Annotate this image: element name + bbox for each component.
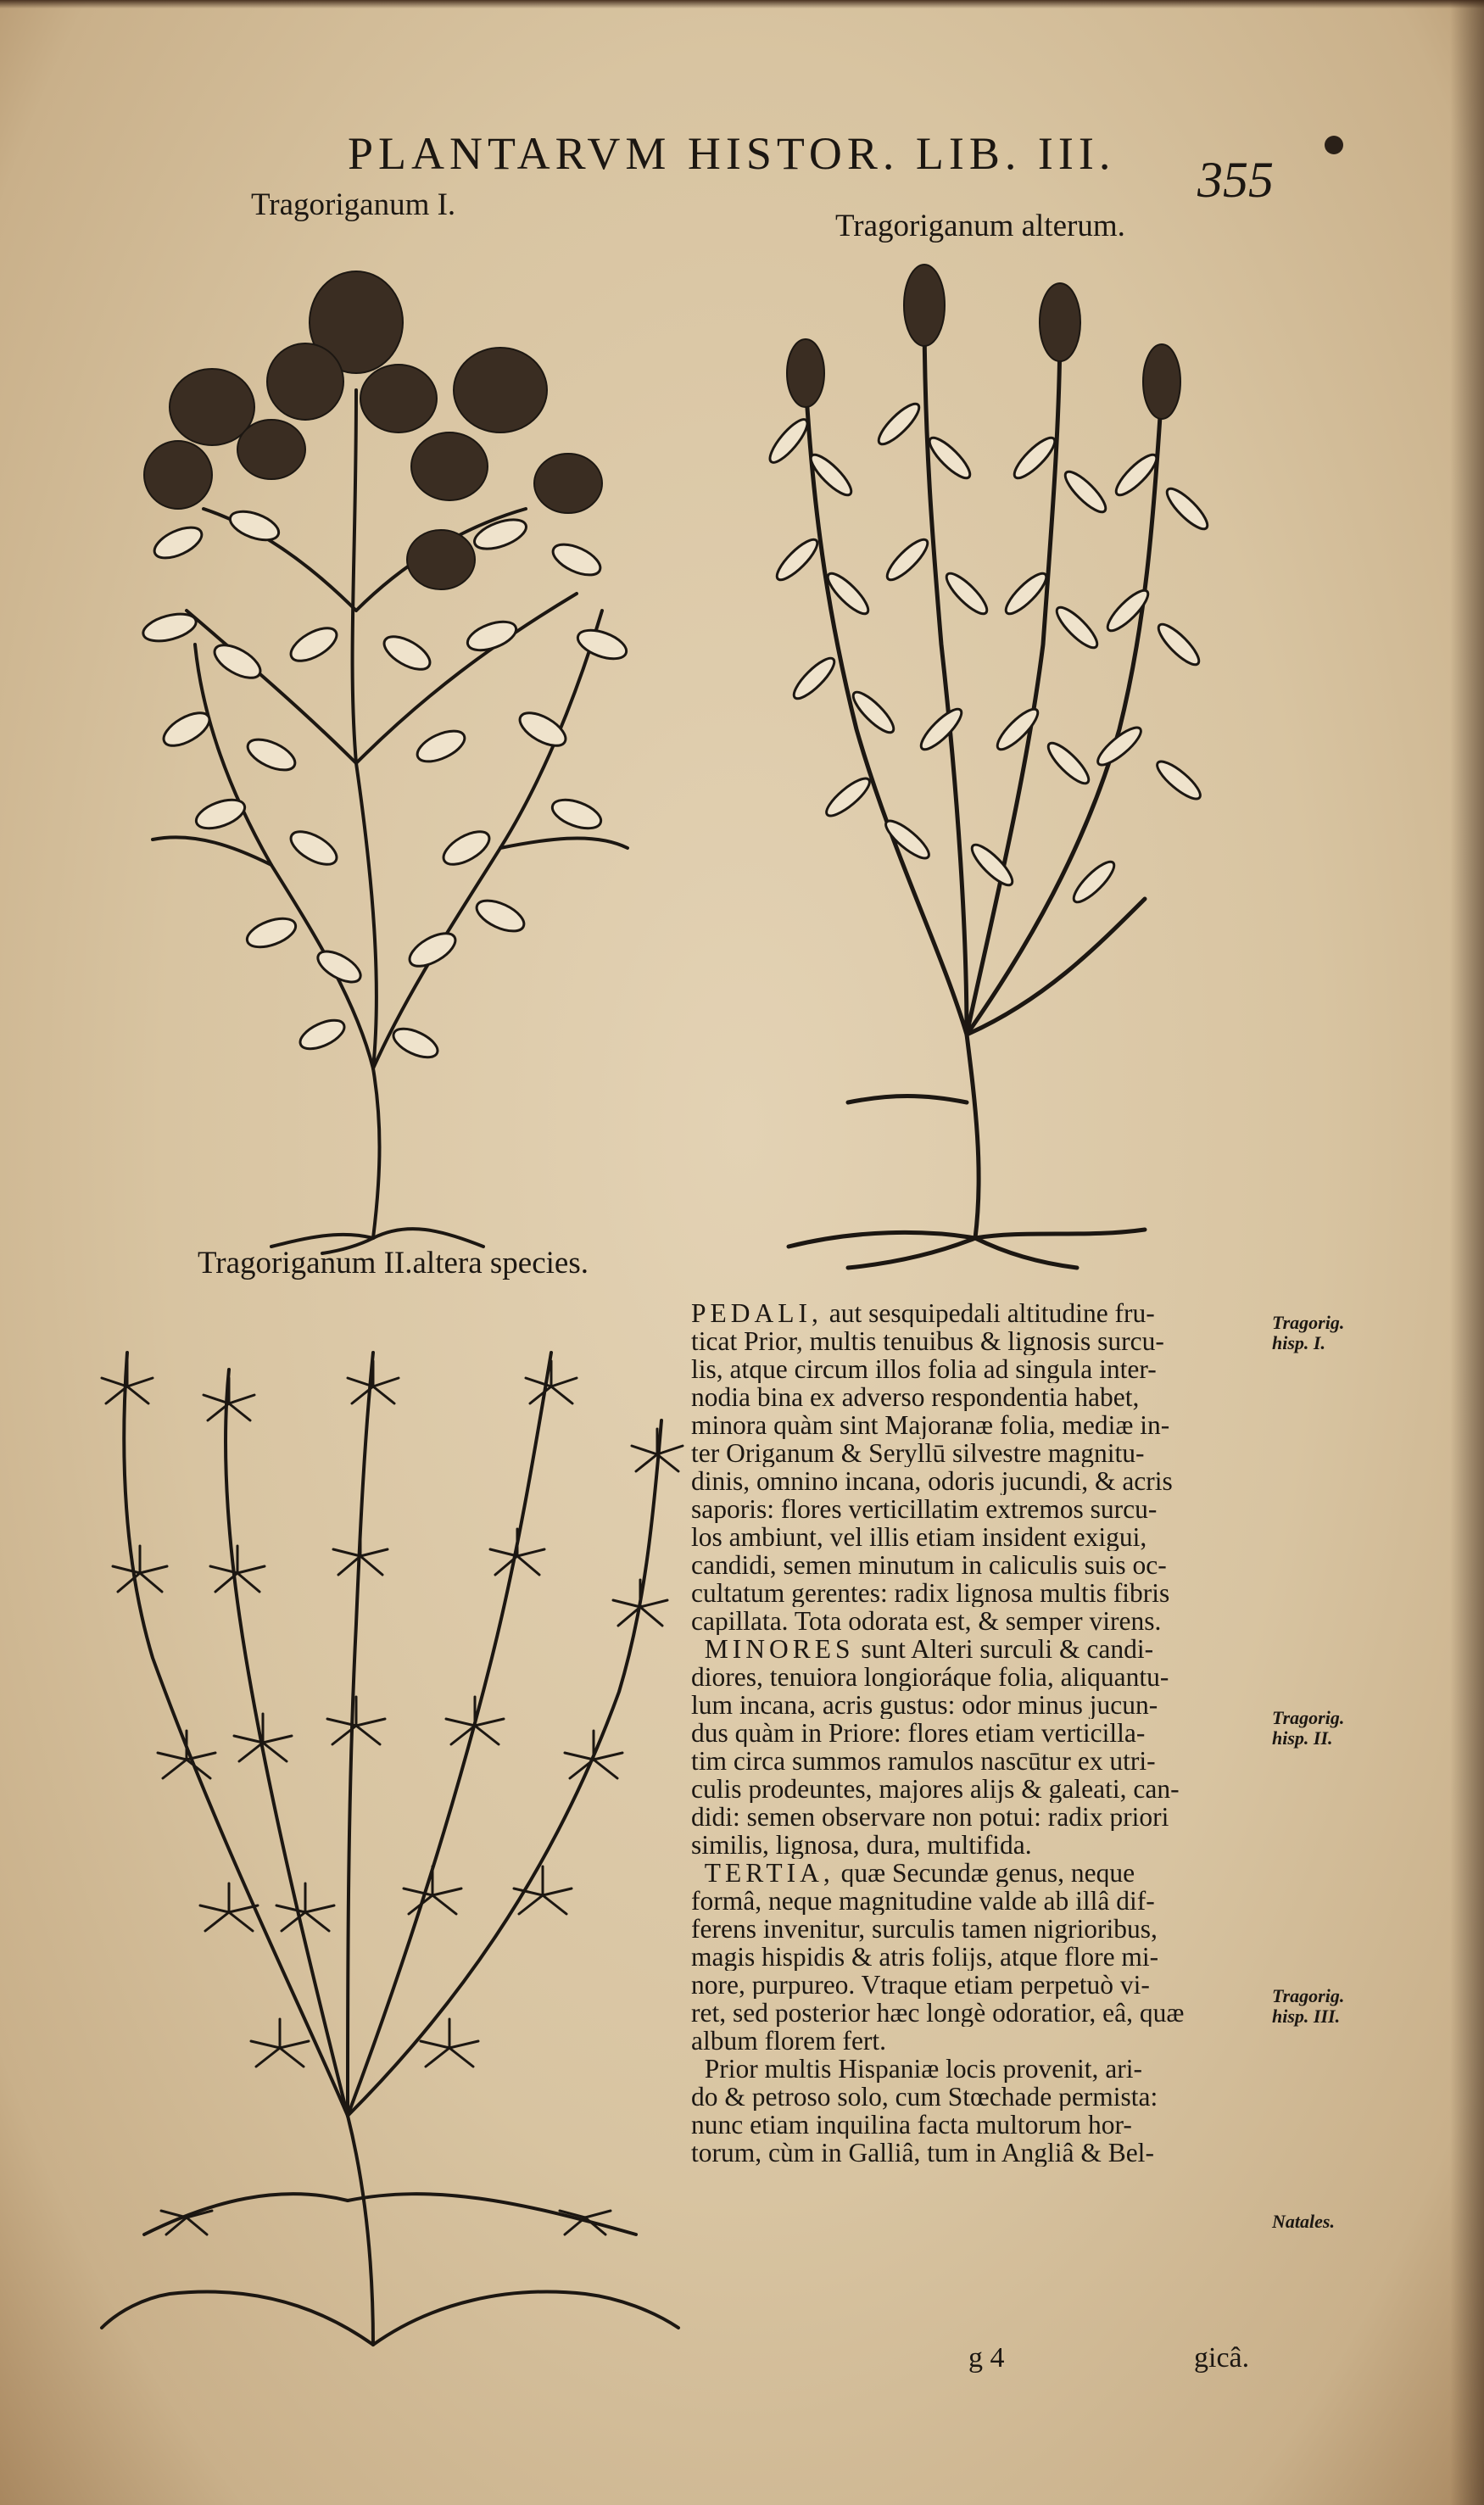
page-top-shadow [0, 0, 1484, 8]
woodcut-tragoriganum-1 [102, 254, 678, 1255]
text-line: lis, atque circum illos folia ad singula inter- [691, 1355, 1157, 1383]
text-line: dus quàm in Priore: flores etiam verticilla- [691, 1719, 1146, 1747]
text-line: nunc etiam inquilina facta multorum hor- [691, 2111, 1132, 2139]
initial-word: MINORES [704, 1635, 855, 1663]
figure-caption-3: Tragoriganum II.altera species. [198, 1246, 589, 1280]
figure-caption-1: Tragoriganum I. [251, 187, 456, 222]
text-line: culis prodeuntes, majores alijs & galeati, can- [691, 1775, 1180, 1803]
text-line: Prior multis Hispaniæ locis provenit, ari- [704, 2055, 1142, 2083]
text-line: formâ, neque magnitudine valde ab illâ dif- [691, 1887, 1155, 1915]
text-line: ter Origanum & Seryllū silvestre magnitu- [691, 1439, 1145, 1467]
page-right-shadow [1450, 0, 1484, 2505]
body-text [691, 1299, 1268, 2167]
text-line: similis, lignosa, dura, multifida. [691, 1831, 1032, 1859]
initial-word: TERTIA, [704, 1859, 834, 1887]
text-line: ticat Prior, multis tenuibus & lignosis surcu- [691, 1327, 1164, 1355]
running-head: PLANTARVM HISTOR. LIB. III. [348, 128, 1116, 179]
text-line: PEDALI, aut sesquipedali altitudine fru- [691, 1299, 1155, 1327]
figure-caption-2: Tragoriganum alterum. [835, 209, 1125, 243]
text-line: ret, sed posterior hæc longè odoratior, eâ, quæ [691, 1999, 1185, 2027]
text-line: didi: semen observare non potui: radix priori [691, 1803, 1169, 1831]
text-line: TERTIA, quæ Secundæ genus, neque [704, 1859, 1135, 1887]
text-line: lum incana, acris gustus: odor minus jucun- [691, 1691, 1158, 1719]
text-line: cultatum gerentes: radix lignosa multis fibris [691, 1579, 1170, 1607]
text-line: capillata. Tota odorata est, & semper virens. [691, 1607, 1162, 1635]
text-line: do & petroso solo, cum Stœchade permista: [691, 2083, 1158, 2111]
text-line: saporis: flores verticillatim extremos surcu- [691, 1495, 1158, 1523]
margin-note-1: Tragorig. hisp. I. [1272, 1312, 1345, 1353]
margin-note-2: Tragorig. hisp. II. [1272, 1707, 1345, 1749]
margin-note-4: Natales. [1272, 2211, 1335, 2232]
text-line: nodia bina ex adverso respondentia habet, [691, 1383, 1140, 1411]
ink-spot [1325, 136, 1343, 154]
text-line: minora quàm sint Majoranæ folia, mediæ in- [691, 1411, 1170, 1439]
text-line: magis hispidis & atris folijs, atque flore mi- [691, 1943, 1159, 1971]
text-line: ferens invenitur, surculis tamen nigrioribus, [691, 1915, 1158, 1943]
text-line: album florem fert. [691, 2027, 887, 2055]
catchword: gicâ. [1194, 2342, 1250, 2374]
signature-mark: g 4 [968, 2342, 1005, 2374]
text-line: nore, purpureo. Vtraque etiam perpetuò vi- [691, 1971, 1150, 1999]
text-line: candidi, semen minutum in caliculis suis oc- [691, 1551, 1167, 1579]
initial-word: PEDALI, [691, 1299, 823, 1327]
page-number: 355 [1197, 152, 1274, 208]
woodcut-tragoriganum-alterum [721, 254, 1230, 1272]
text-line: los ambiunt, vel illis etiam insident exigui, [691, 1523, 1147, 1551]
woodcut-tragoriganum-2-altera [93, 1302, 687, 2353]
margin-note-3: Tragorig. hisp. III. [1272, 1985, 1345, 2027]
text-line: diores, tenuiora longioráque folia, aliquantu- [691, 1663, 1169, 1691]
text-line: MINORES sunt Alteri surculi & candi- [704, 1635, 1154, 1663]
text-line: tim circa summos ramulos nascūtur ex utri- [691, 1747, 1156, 1775]
text-line: dinis, omnino incana, odoris jucundi, & acris [691, 1467, 1173, 1495]
text-line: torum, cùm in Galliâ, tum in Angliâ & Bel- [691, 2139, 1154, 2167]
